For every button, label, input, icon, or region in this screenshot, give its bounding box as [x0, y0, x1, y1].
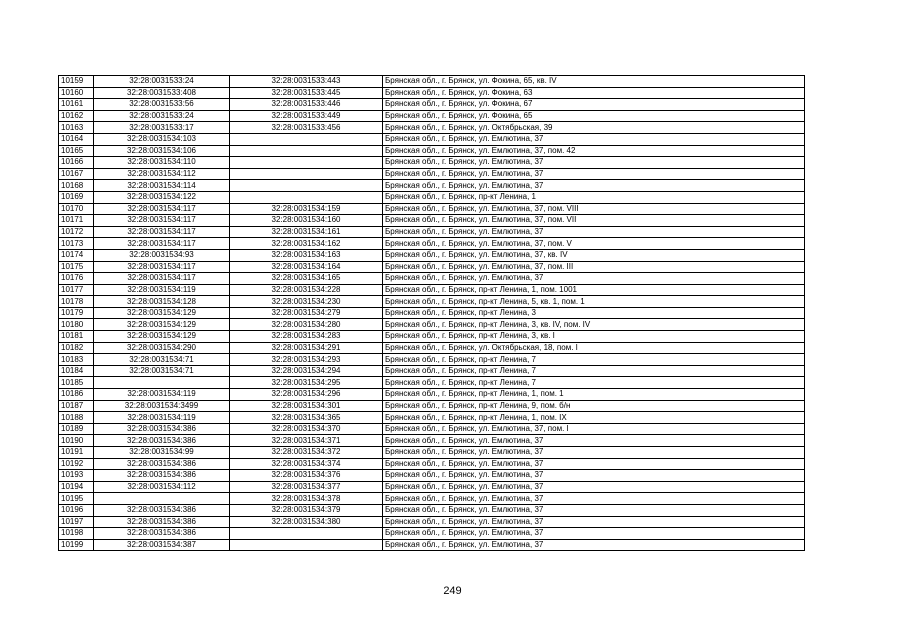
address-cell: Брянская обл., г. Брянск, пр-кт Ленина, 7 [383, 377, 805, 389]
parent-cadastral-number-cell: 32:28:0031534:71 [94, 354, 230, 366]
table-row [59, 99, 805, 111]
address-cell: Брянская обл., г. Брянск, ул. Емлютина, 37, кв. IV [383, 249, 805, 261]
table-row [59, 238, 805, 250]
cadastral-number-cell: 32:28:0031534:374 [230, 458, 383, 470]
table-row [59, 215, 805, 227]
parent-cadastral-number-cell: 32:28:0031534:386 [94, 504, 230, 516]
row-number-cell: 10184 [59, 365, 94, 377]
row-number-cell: 10166 [59, 157, 94, 169]
cadastral-number-cell: 32:28:0031533:446 [230, 99, 383, 111]
table-row [59, 331, 805, 343]
address-cell: Брянская обл., г. Брянск, ул. Емлютина, 37 [383, 435, 805, 447]
table-row [59, 400, 805, 412]
table-row [59, 516, 805, 528]
address-cell: Брянская обл., г. Брянск, ул. Емлютина, 37 [383, 504, 805, 516]
row-number-cell: 10170 [59, 203, 94, 215]
address-cell: Брянская обл., г. Брянск, ул. Емлютина, 37 [383, 447, 805, 459]
table-row [59, 342, 805, 354]
row-number-cell: 10179 [59, 307, 94, 319]
parent-cadastral-number-cell: 32:28:0031533:24 [94, 110, 230, 122]
row-number-cell: 10173 [59, 238, 94, 250]
address-cell: Брянская обл., г. Брянск, ул. Емлютина, 37 [383, 481, 805, 493]
address-cell: Брянская обл., г. Брянск, ул. Емлютина, 37, пом. I [383, 423, 805, 435]
row-number-cell: 10159 [59, 76, 94, 88]
address-cell: Брянская обл., г. Брянск, ул. Емлютина, 37 [383, 133, 805, 145]
table-body [59, 76, 805, 551]
parent-cadastral-number-cell: 32:28:0031534:290 [94, 342, 230, 354]
row-number-cell: 10195 [59, 493, 94, 505]
table-row [59, 261, 805, 273]
cadastral-number-cell [230, 168, 383, 180]
row-number-cell: 10174 [59, 249, 94, 261]
row-number-cell: 10187 [59, 400, 94, 412]
address-cell: Брянская обл., г. Брянск, ул. Емлютина, 37 [383, 226, 805, 238]
parent-cadastral-number-cell: 32:28:0031534:119 [94, 284, 230, 296]
row-number-cell: 10168 [59, 180, 94, 192]
address-cell: Брянская обл., г. Брянск, пр-кт Ленина, 3, кв. IV, пом. IV [383, 319, 805, 331]
parent-cadastral-number-cell: 32:28:0031534:122 [94, 191, 230, 203]
cadastral-number-cell [230, 157, 383, 169]
cadastral-number-cell: 32:28:0031534:291 [230, 342, 383, 354]
table-row [59, 296, 805, 308]
parent-cadastral-number-cell: 32:28:0031534:386 [94, 423, 230, 435]
cadastral-number-cell: 32:28:0031534:296 [230, 389, 383, 401]
table-row [59, 226, 805, 238]
table-row [59, 122, 805, 134]
cadastral-number-cell: 32:28:0031534:280 [230, 319, 383, 331]
parent-cadastral-number-cell [94, 377, 230, 389]
row-number-cell: 10182 [59, 342, 94, 354]
cadastral-number-cell [230, 145, 383, 157]
row-number-cell: 10164 [59, 133, 94, 145]
address-cell: Брянская обл., г. Брянск, ул. Емлютина, 37 [383, 539, 805, 551]
table-row [59, 319, 805, 331]
parent-cadastral-number-cell: 32:28:0031534:129 [94, 319, 230, 331]
row-number-cell: 10160 [59, 87, 94, 99]
cadastral-number-cell [230, 133, 383, 145]
parent-cadastral-number-cell: 32:28:0031534:387 [94, 539, 230, 551]
cadastral-number-cell: 32:28:0031533:445 [230, 87, 383, 99]
address-cell: Брянская обл., г. Брянск, ул. Фокина, 67 [383, 99, 805, 111]
address-cell: Брянская обл., г. Брянск, ул. Емлютина, 37, пом. V [383, 238, 805, 250]
parent-cadastral-number-cell: 32:28:0031533:408 [94, 87, 230, 99]
table-row [59, 365, 805, 377]
row-number-cell: 10176 [59, 273, 94, 285]
parent-cadastral-number-cell: 32:28:0031534:386 [94, 458, 230, 470]
cadastral-number-cell: 32:28:0031534:160 [230, 215, 383, 227]
parent-cadastral-number-cell: 32:28:0031533:17 [94, 122, 230, 134]
parent-cadastral-number-cell: 32:28:0031534:129 [94, 307, 230, 319]
row-number-cell: 10181 [59, 331, 94, 343]
cadastral-number-cell: 32:28:0031534:162 [230, 238, 383, 250]
cadastral-number-cell: 32:28:0031534:371 [230, 435, 383, 447]
table-row [59, 504, 805, 516]
parent-cadastral-number-cell: 32:28:0031534:119 [94, 389, 230, 401]
address-cell: Брянская обл., г. Брянск, пр-кт Ленина, 5, кв. 1, пом. 1 [383, 296, 805, 308]
row-number-cell: 10194 [59, 481, 94, 493]
address-cell: Брянская обл., г. Брянск, пр-кт Ленина, 1, пом. 1001 [383, 284, 805, 296]
row-number-cell: 10198 [59, 528, 94, 540]
cadastral-number-cell [230, 528, 383, 540]
address-cell: Брянская обл., г. Брянск, пр-кт Ленина, 9, пом. б/н [383, 400, 805, 412]
row-number-cell: 10197 [59, 516, 94, 528]
row-number-cell: 10193 [59, 470, 94, 482]
address-cell: Брянская обл., г. Брянск, пр-кт Ленина, 1 [383, 191, 805, 203]
parent-cadastral-number-cell: 32:28:0031534:117 [94, 215, 230, 227]
address-cell: Брянская обл., г. Брянск, ул. Емлютина, 37, пом. 42 [383, 145, 805, 157]
address-cell: Брянская обл., г. Брянск, ул. Емлютина, 37 [383, 168, 805, 180]
address-cell: Брянская обл., г. Брянск, пр-кт Ленина, 7 [383, 354, 805, 366]
address-cell: Брянская обл., г. Брянск, ул. Емлютина, 37 [383, 516, 805, 528]
parent-cadastral-number-cell: 32:28:0031534:386 [94, 528, 230, 540]
table-row [59, 145, 805, 157]
cadastral-number-cell: 32:28:0031534:365 [230, 412, 383, 424]
address-cell: Брянская обл., г. Брянск, ул. Октябрьская, 39 [383, 122, 805, 134]
table-row [59, 435, 805, 447]
parent-cadastral-number-cell: 32:28:0031534:112 [94, 168, 230, 180]
cadastral-number-cell: 32:28:0031534:159 [230, 203, 383, 215]
cadastral-number-cell: 32:28:0031534:301 [230, 400, 383, 412]
row-number-cell: 10196 [59, 504, 94, 516]
table-row [59, 307, 805, 319]
parent-cadastral-number-cell: 32:28:0031534:117 [94, 261, 230, 273]
table-row [59, 180, 805, 192]
row-number-cell: 10183 [59, 354, 94, 366]
cadastral-number-cell [230, 539, 383, 551]
cadastral-number-cell: 32:28:0031534:165 [230, 273, 383, 285]
address-cell: Брянская обл., г. Брянск, ул. Емлютина, 37 [383, 528, 805, 540]
address-cell: Брянская обл., г. Брянск, ул. Октябрьская, 18, пом. I [383, 342, 805, 354]
cadastral-number-cell: 32:28:0031533:449 [230, 110, 383, 122]
parent-cadastral-number-cell: 32:28:0031534:99 [94, 447, 230, 459]
row-number-cell: 10172 [59, 226, 94, 238]
table-row [59, 133, 805, 145]
cadastral-number-cell: 32:28:0031534:161 [230, 226, 383, 238]
row-number-cell: 10192 [59, 458, 94, 470]
address-cell: Брянская обл., г. Брянск, ул. Емлютина, 37, пом. VIII [383, 203, 805, 215]
cadastral-number-cell: 32:28:0031533:443 [230, 76, 383, 88]
parent-cadastral-number-cell: 32:28:0031534:129 [94, 331, 230, 343]
cadastral-number-cell: 32:28:0031534:293 [230, 354, 383, 366]
parent-cadastral-number-cell: 32:28:0031533:56 [94, 99, 230, 111]
parent-cadastral-number-cell: 32:28:0031534:117 [94, 238, 230, 250]
row-number-cell: 10185 [59, 377, 94, 389]
parent-cadastral-number-cell: 32:28:0031534:386 [94, 435, 230, 447]
table-row [59, 423, 805, 435]
address-cell: Брянская обл., г. Брянск, пр-кт Ленина, 1, пом. 1 [383, 389, 805, 401]
row-number-cell: 10165 [59, 145, 94, 157]
parent-cadastral-number-cell: 32:28:0031534:71 [94, 365, 230, 377]
parent-cadastral-number-cell: 32:28:0031534:93 [94, 249, 230, 261]
table-row [59, 273, 805, 285]
parent-cadastral-number-cell: 32:28:0031534:119 [94, 412, 230, 424]
table-row [59, 377, 805, 389]
address-cell: Брянская обл., г. Брянск, ул. Фокина, 65 [383, 110, 805, 122]
cadastral-number-cell: 32:28:0031534:230 [230, 296, 383, 308]
table-row [59, 110, 805, 122]
table-row [59, 528, 805, 540]
cadastral-number-cell: 32:28:0031534:370 [230, 423, 383, 435]
address-cell: Брянская обл., г. Брянск, пр-кт Ленина, 1, пом. IX [383, 412, 805, 424]
table-row [59, 493, 805, 505]
row-number-cell: 10175 [59, 261, 94, 273]
table-row [59, 168, 805, 180]
parent-cadastral-number-cell: 32:28:0031534:386 [94, 516, 230, 528]
table-row [59, 191, 805, 203]
cadastral-number-cell: 32:28:0031534:294 [230, 365, 383, 377]
row-number-cell: 10186 [59, 389, 94, 401]
parent-cadastral-number-cell: 32:28:0031534:128 [94, 296, 230, 308]
cadastral-number-cell: 32:28:0031534:377 [230, 481, 383, 493]
address-cell: Брянская обл., г. Брянск, ул. Емлютина, 37, пом. III [383, 261, 805, 273]
parent-cadastral-number-cell: 32:28:0031534:117 [94, 273, 230, 285]
parent-cadastral-number-cell [94, 493, 230, 505]
parent-cadastral-number-cell: 32:28:0031534:106 [94, 145, 230, 157]
cadastral-table [58, 75, 805, 551]
address-cell: Брянская обл., г. Брянск, ул. Емлютина, 37, пом. VII [383, 215, 805, 227]
parent-cadastral-number-cell: 32:28:0031534:117 [94, 203, 230, 215]
table-row [59, 249, 805, 261]
address-cell: Брянская обл., г. Брянск, ул. Емлютина, 37 [383, 180, 805, 192]
parent-cadastral-number-cell: 32:28:0031534:386 [94, 470, 230, 482]
row-number-cell: 10178 [59, 296, 94, 308]
parent-cadastral-number-cell: 32:28:0031534:3499 [94, 400, 230, 412]
cadastral-number-cell [230, 180, 383, 192]
table-row [59, 470, 805, 482]
table-row [59, 284, 805, 296]
cadastral-number-cell: 32:28:0031534:376 [230, 470, 383, 482]
cadastral-number-cell: 32:28:0031534:378 [230, 493, 383, 505]
row-number-cell: 10162 [59, 110, 94, 122]
parent-cadastral-number-cell: 32:28:0031534:110 [94, 157, 230, 169]
row-number-cell: 10171 [59, 215, 94, 227]
table-row [59, 203, 805, 215]
parent-cadastral-number-cell: 32:28:0031533:24 [94, 76, 230, 88]
address-cell: Брянская обл., г. Брянск, пр-кт Ленина, 3, кв. I [383, 331, 805, 343]
row-number-cell: 10190 [59, 435, 94, 447]
address-cell: Брянская обл., г. Брянск, ул. Емлютина, 37 [383, 458, 805, 470]
cadastral-number-cell: 32:28:0031534:228 [230, 284, 383, 296]
row-number-cell: 10199 [59, 539, 94, 551]
cadastral-number-cell: 32:28:0031534:295 [230, 377, 383, 389]
cadastral-number-cell: 32:28:0031534:163 [230, 249, 383, 261]
page-number: 249 [443, 585, 462, 597]
cadastral-number-cell: 32:28:0031534:380 [230, 516, 383, 528]
table-row [59, 157, 805, 169]
table-row [59, 76, 805, 88]
address-cell: Брянская обл., г. Брянск, ул. Фокина, 65, кв. IV [383, 76, 805, 88]
row-number-cell: 10191 [59, 447, 94, 459]
parent-cadastral-number-cell: 32:28:0031534:112 [94, 481, 230, 493]
row-number-cell: 10169 [59, 191, 94, 203]
address-cell: Брянская обл., г. Брянск, ул. Фокина, 63 [383, 87, 805, 99]
row-number-cell: 10189 [59, 423, 94, 435]
row-number-cell: 10180 [59, 319, 94, 331]
table-row [59, 539, 805, 551]
cadastral-number-cell: 32:28:0031534:283 [230, 331, 383, 343]
parent-cadastral-number-cell: 32:28:0031534:103 [94, 133, 230, 145]
cadastral-number-cell: 32:28:0031534:379 [230, 504, 383, 516]
address-cell: Брянская обл., г. Брянск, пр-кт Ленина, 3 [383, 307, 805, 319]
cadastral-number-cell [230, 191, 383, 203]
row-number-cell: 10163 [59, 122, 94, 134]
address-cell: Брянская обл., г. Брянск, ул. Емлютина, 37 [383, 470, 805, 482]
row-number-cell: 10161 [59, 99, 94, 111]
row-number-cell: 10177 [59, 284, 94, 296]
address-cell: Брянская обл., г. Брянск, ул. Емлютина, 37 [383, 493, 805, 505]
table-row [59, 389, 805, 401]
cadastral-number-cell: 32:28:0031534:279 [230, 307, 383, 319]
address-cell: Брянская обл., г. Брянск, ул. Емлютина, 37 [383, 273, 805, 285]
table-row [59, 354, 805, 366]
table-row [59, 458, 805, 470]
row-number-cell: 10167 [59, 168, 94, 180]
table-row [59, 412, 805, 424]
address-cell: Брянская обл., г. Брянск, пр-кт Ленина, 7 [383, 365, 805, 377]
parent-cadastral-number-cell: 32:28:0031534:114 [94, 180, 230, 192]
cadastral-number-cell: 32:28:0031533:456 [230, 122, 383, 134]
cadastral-number-cell: 32:28:0031534:164 [230, 261, 383, 273]
table-row [59, 447, 805, 459]
cadastral-number-cell: 32:28:0031534:372 [230, 447, 383, 459]
parent-cadastral-number-cell: 32:28:0031534:117 [94, 226, 230, 238]
table-row [59, 481, 805, 493]
row-number-cell: 10188 [59, 412, 94, 424]
table-row [59, 87, 805, 99]
address-cell: Брянская обл., г. Брянск, ул. Емлютина, 37 [383, 157, 805, 169]
